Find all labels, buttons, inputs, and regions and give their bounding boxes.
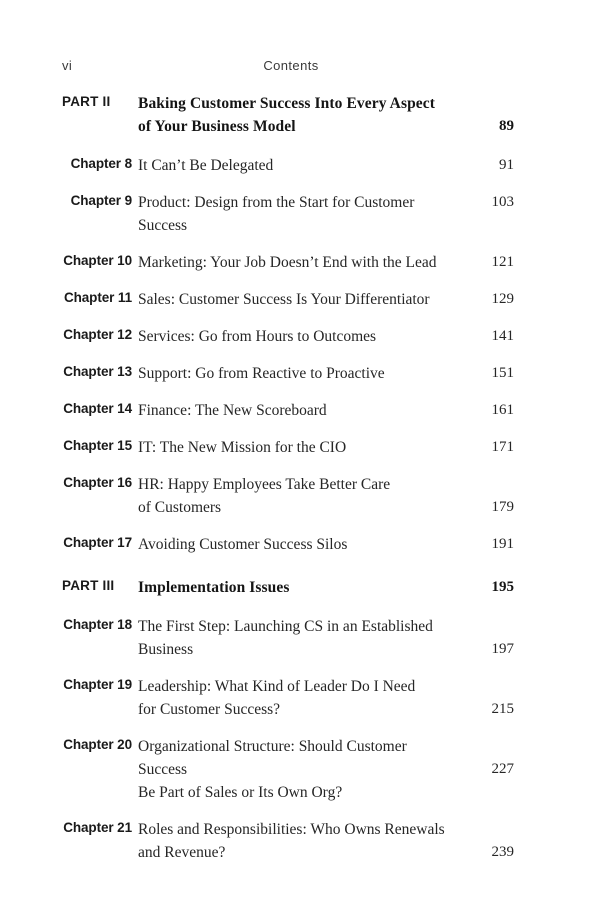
title-line: Implementation Issues [138, 579, 290, 596]
chapter-label: Chapter 20 [63, 737, 132, 752]
page-number: 239 [491, 844, 514, 860]
title-line: of Your Business Model [138, 118, 296, 135]
chapter-label: Chapter 19 [63, 677, 132, 692]
title-line: Finance: The New Scoreboard [138, 402, 327, 419]
page-number: 161 [491, 402, 514, 418]
title-line: Services: Go from Hours to Outcomes [138, 328, 377, 345]
chapter-label: Chapter 17 [63, 535, 132, 550]
title-line: Leadership: What Kind of Leader Do I Need [138, 678, 416, 695]
title-line: HR: Happy Employees Take Better Care [138, 476, 391, 493]
toc-chapter-entry[interactable] [62, 615, 514, 661]
chapter-label: Chapter 12 [63, 327, 132, 342]
chapter-title [138, 735, 454, 804]
toc-chapter-entry[interactable] [62, 436, 514, 459]
chapter-label: Chapter 16 [63, 475, 132, 490]
chapter-label: Chapter 11 [63, 290, 132, 305]
page-number: 91 [499, 157, 514, 173]
title-line: IT: The New Mission for the CIO [138, 439, 347, 456]
page-folio: vi [62, 58, 73, 73]
chapter-label: Chapter 18 [63, 617, 132, 632]
chapter-label: Chapter 14 [63, 401, 132, 416]
chapter-title [138, 191, 454, 237]
page-number: 129 [491, 291, 514, 307]
part-label: PART II [62, 94, 111, 109]
toc-chapter-entry[interactable] [62, 362, 514, 385]
page-number: 121 [491, 254, 514, 270]
running-head-title: Contents [263, 58, 319, 73]
part-title [138, 92, 454, 138]
toc-chapter-entry[interactable] [62, 325, 514, 348]
chapter-title [138, 533, 454, 556]
chapter-title [138, 251, 454, 274]
chapter-title [138, 818, 454, 864]
chapter-title [138, 325, 454, 348]
toc-chapter-entry[interactable] [62, 818, 514, 864]
chapter-label: Chapter 10 [63, 253, 132, 268]
title-line: Marketing: Your Job Doesn’t End with the Lead [138, 254, 437, 271]
title-line: Baking Customer Success Into Every Aspect [138, 95, 436, 112]
toc-part-entry[interactable] [62, 92, 514, 138]
chapter-label: Chapter 15 [63, 438, 132, 453]
part-title [138, 576, 454, 599]
chapter-label: Chapter 21 [63, 820, 132, 835]
page-number: 103 [491, 194, 514, 210]
title-line: Avoiding Customer Success Silos [138, 536, 348, 553]
page-number: 191 [491, 536, 514, 552]
chapter-label: Chapter 8 [70, 156, 132, 171]
chapter-title [138, 362, 454, 385]
toc-chapter-entry[interactable] [62, 191, 514, 237]
toc-part-entry[interactable] [62, 576, 514, 599]
title-line: It Can’t Be Delegated [138, 157, 274, 174]
toc-chapter-entry[interactable] [62, 735, 514, 804]
chapter-title [138, 675, 454, 721]
page-number: 227 [491, 761, 514, 777]
title-line: and Revenue? [138, 844, 226, 861]
running-head [62, 58, 520, 78]
title-line: Support: Go from Reactive to Proactive [138, 365, 385, 382]
page-number: 171 [491, 439, 514, 455]
toc-chapter-entry[interactable] [62, 399, 514, 422]
title-line: for Customer Success? [138, 701, 281, 718]
toc-chapter-entry[interactable] [62, 288, 514, 311]
chapter-title [138, 436, 454, 459]
chapter-title [138, 615, 454, 661]
page-number: 151 [491, 365, 514, 381]
title-line: Be Part of Sales or Its Own Org? [138, 784, 343, 801]
page-number: 215 [491, 701, 514, 717]
title-line: Roles and Responsibilities: Who Owns Renewals [138, 821, 445, 838]
page-number: 197 [491, 641, 514, 657]
toc-chapter-entry[interactable] [62, 251, 514, 274]
chapter-label: Chapter 9 [70, 193, 132, 208]
title-line: Product: Design from the Start for Customer Success [138, 194, 415, 234]
title-line: Organizational Structure: Should Customer Success [138, 738, 407, 778]
table-of-contents [62, 92, 514, 878]
toc-chapter-entry[interactable] [62, 473, 514, 519]
page-number: 195 [491, 579, 514, 595]
title-line: Business [138, 641, 194, 658]
title-line: The First Step: Launching CS in an Established [138, 618, 433, 635]
toc-chapter-entry[interactable] [62, 533, 514, 556]
page-number: 89 [499, 118, 514, 134]
part-label: PART III [62, 578, 115, 593]
toc-chapter-entry[interactable] [62, 675, 514, 721]
title-line: of Customers [138, 499, 222, 516]
chapter-label: Chapter 13 [63, 364, 132, 379]
page-number: 141 [491, 328, 514, 344]
title-line: Sales: Customer Success Is Your Differentiator [138, 291, 430, 308]
chapter-title [138, 288, 454, 311]
chapter-title [138, 399, 454, 422]
toc-chapter-entry[interactable] [62, 154, 514, 177]
page-number: 179 [491, 499, 514, 515]
chapter-title [138, 154, 454, 177]
chapter-title [138, 473, 454, 519]
